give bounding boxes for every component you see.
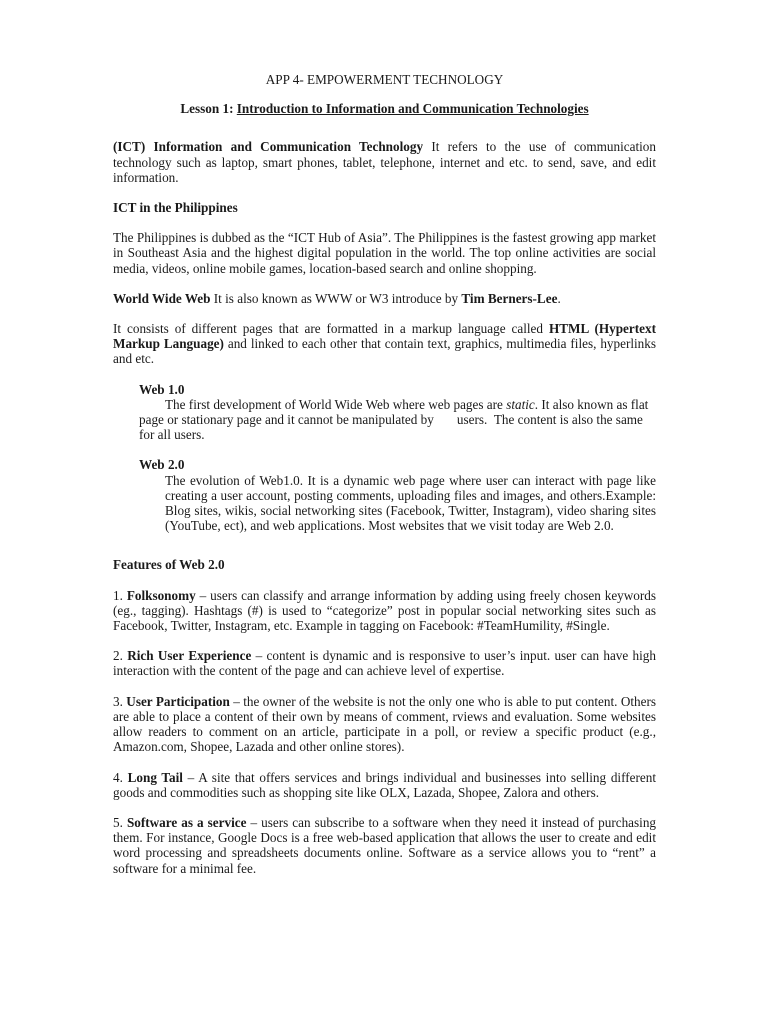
feature-number: 3. [113,693,127,709]
lesson-title: Introduction to Information and Communication Technologies [236,101,589,117]
web1-text-1: The first development of World Wide Web where web pages are [165,396,507,412]
www-text: It is also known as WWW or W3 introduce by [210,290,462,306]
feature-text: – A site that offers services and brings individual and businesses into selling different goods and commodities such as shopping site like OLX, Lazada, Shopee, Zalora and others. [113,769,656,800]
feature-term: Software as a service [126,814,247,830]
feature-item [113,815,656,876]
web1-text-2: . It also known as flat page or stationary page and it cannot be manipulated by users. The content is also the same for all users. [139,396,649,443]
ict-text: It refers to the use of communication technology such as laptop, smart phones, tablet, telephone, internet and etc. to send, save, and edit information. [113,139,656,185]
philippines-heading: ICT in the Philippines [113,200,238,216]
document-title: APP 4- EMPOWERMENT TECHNOLOGY [265,72,504,87]
lesson-heading [113,101,656,116]
feature-number: 5. [113,814,127,830]
web2-title: Web 2.0 [139,457,185,473]
feature-item [113,770,656,800]
lesson-prefix: Lesson 1: [180,101,237,117]
www-term: World Wide Web [113,290,211,306]
pages-text-2: and linked to each other that contain text, graphics, multimedia files, hyperlinks and etc. [113,336,656,367]
web1-section [139,382,656,443]
feature-text: – content is dynamic and is responsive to user’s input. user can have high interaction with the content of the page and can achieve level of expertise. [113,648,656,679]
feature-item [113,648,656,678]
features-heading: Features of Web 2.0 [113,557,225,573]
web1-body [139,397,656,443]
feature-item [113,694,656,755]
web1-static: static [506,396,535,412]
philippines-paragraph: The Philippines is dubbed as the “ICT Hub of Asia”. The Philippines is the fastest growing app market in Southeast Asia and the highest digital population in the world. The top online activities are social media, videos, online mobile games, location-based search and online shopping. [113,230,656,276]
feature-text: – the owner of the website is not the only one who is able to put content. Others are able to place a content of their own by means of comment, rviews and evaluation. Some websites allow readers to comment on an article, participate in a poll, or review a specific product (e.g., Amazon.com, Shopee, Lazada and other online stores). [113,693,657,755]
www-person: Tim Berners-Lee [461,290,558,306]
web2-section [139,457,656,533]
feature-term: Folksonomy [126,587,196,603]
feature-term: Rich User Experience [127,648,252,664]
pages-paragraph [113,321,656,367]
feature-number: 2. [113,648,128,664]
pages-text-1: It consists of different pages that are formatted in a markup language called [113,321,549,337]
feature-number: 1. [113,587,127,603]
feature-number: 4. [113,769,128,785]
ict-term: (ICT) Information and Communication Technology [113,139,424,155]
feature-text: – users can classify and arrange information by adding using freely chosen keywords (eg., tagging). Hashtags (#) is used to “categorize” post in popular social networking sites such as Facebook, Twitter, Instagram, etc. Example in tagging on Facebook: #TeamHumility, #Single. [113,587,656,634]
web2-body: The evolution of Web1.0. It is a dynamic web page where user can interact with page like creating a user account, posting comments, uploading files and images, and others.Example: Blog sites, wikis, social networking sites (Facebook, Twitter, Instagram), video sharing sites (YouTube, ect), and web applications. Most websites that we visit today are Web 2.0. [165,472,656,534]
feature-item [113,588,656,634]
www-paragraph [113,291,656,306]
feature-text: – users can subscribe to a software when they need it instead of purchasing them. For instance, Google Docs is a free web-based application that allows the user to create and edit word processing and spreadsheets documents online. Software as a service allows you to “rent” a software for a minimal fee. [113,814,657,876]
feature-term: User Participation [126,693,230,709]
feature-term: Long Tail [127,769,183,785]
ict-definition [113,139,656,185]
document-body [113,72,656,891]
web1-title: Web 1.0 [139,381,185,397]
www-end: . [557,290,561,306]
html-term: HTML (Hypertext Markup Language) [113,321,656,352]
